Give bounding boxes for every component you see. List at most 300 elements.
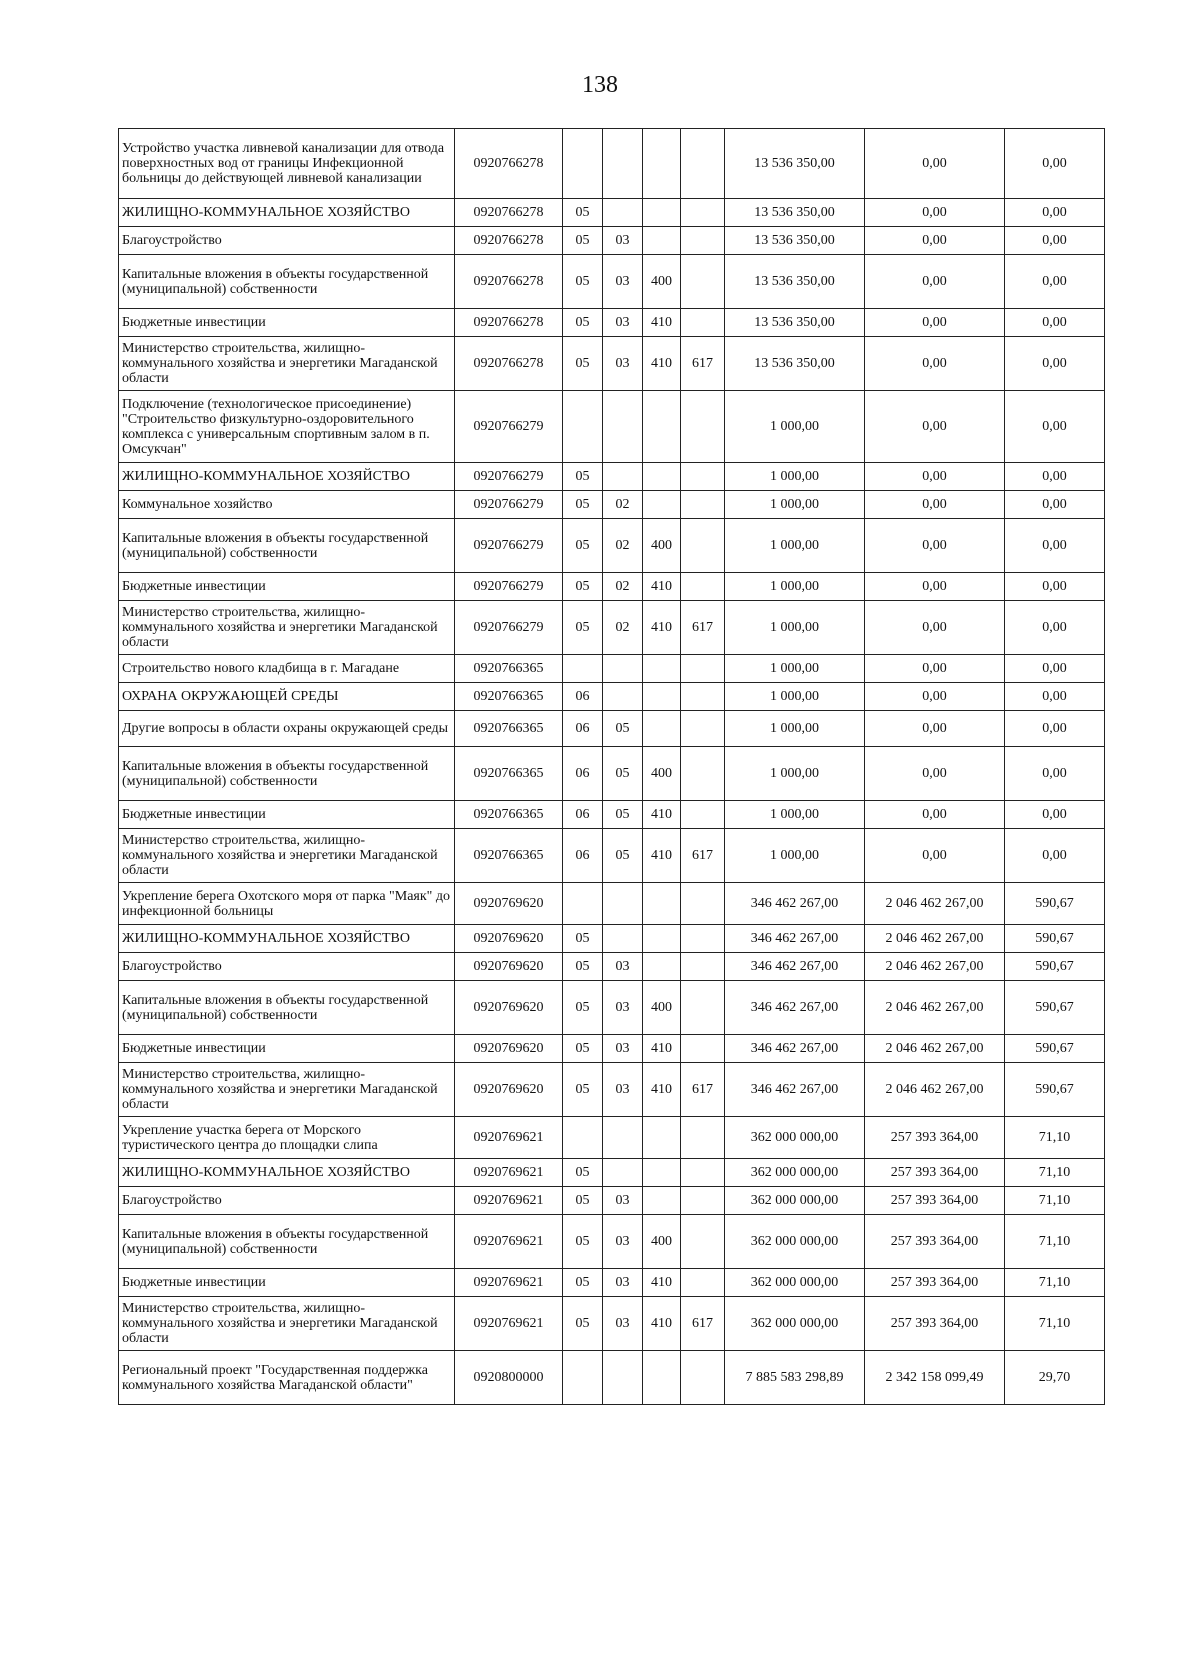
row-code-cell: 0920766278 — [455, 309, 563, 337]
row-expense-type-cell: 410 — [643, 337, 681, 391]
row-subsection-code-cell: 05 — [603, 801, 643, 829]
table-row — [119, 953, 1105, 981]
row-section-code-cell: 06 — [563, 711, 603, 747]
row-code-cell: 0920769621 — [455, 1187, 563, 1215]
row-value-2-cell: 0,00 — [865, 199, 1005, 227]
row-value-1-cell: 7 885 583 298,89 — [725, 1351, 865, 1405]
table-row — [119, 655, 1105, 683]
row-name-cell: Укрепление участка берега от Морского туристического центра до площадки слипа — [119, 1117, 455, 1159]
row-expense-type-cell — [643, 491, 681, 519]
row-name-cell: Капитальные вложения в объекты государственной (муниципальной) собственности — [119, 1215, 455, 1269]
row-percent-cell: 0,00 — [1005, 309, 1105, 337]
row-section-code-cell: 05 — [563, 953, 603, 981]
row-percent-cell: 71,10 — [1005, 1297, 1105, 1351]
row-ministry-code-cell: 617 — [681, 337, 725, 391]
row-name-cell: Бюджетные инвестиции — [119, 801, 455, 829]
row-code-cell: 0920769620 — [455, 883, 563, 925]
row-section-code-cell: 06 — [563, 829, 603, 883]
row-subsection-code-cell: 03 — [603, 309, 643, 337]
row-code-cell: 0920769620 — [455, 1035, 563, 1063]
row-value-2-cell: 2 046 462 267,00 — [865, 925, 1005, 953]
row-subsection-code-cell: 02 — [603, 491, 643, 519]
row-section-code-cell — [563, 1117, 603, 1159]
table-row — [119, 337, 1105, 391]
row-value-1-cell: 13 536 350,00 — [725, 227, 865, 255]
row-expense-type-cell — [643, 463, 681, 491]
row-code-cell: 0920766278 — [455, 199, 563, 227]
table-row — [119, 129, 1105, 199]
table-row — [119, 883, 1105, 925]
row-code-cell: 0920766278 — [455, 129, 563, 199]
row-ministry-code-cell — [681, 573, 725, 601]
row-subsection-code-cell — [603, 463, 643, 491]
row-value-1-cell: 346 462 267,00 — [725, 925, 865, 953]
row-name-cell: ЖИЛИЩНО-КОММУНАЛЬНОЕ ХОЗЯЙСТВО — [119, 925, 455, 953]
row-code-cell: 0920769621 — [455, 1215, 563, 1269]
row-name-cell: Бюджетные инвестиции — [119, 309, 455, 337]
row-section-code-cell: 05 — [563, 1159, 603, 1187]
row-value-2-cell: 257 393 364,00 — [865, 1215, 1005, 1269]
row-name-cell: Укрепление берега Охотского моря от парка "Маяк" до инфекционной больницы — [119, 883, 455, 925]
table-row — [119, 573, 1105, 601]
row-subsection-code-cell — [603, 1117, 643, 1159]
row-value-1-cell: 1 000,00 — [725, 829, 865, 883]
table-row — [119, 1187, 1105, 1215]
row-percent-cell: 0,00 — [1005, 129, 1105, 199]
row-subsection-code-cell: 03 — [603, 1215, 643, 1269]
row-code-cell: 0920766365 — [455, 829, 563, 883]
row-ministry-code-cell — [681, 463, 725, 491]
row-ministry-code-cell: 617 — [681, 829, 725, 883]
row-section-code-cell: 05 — [563, 1297, 603, 1351]
table-row — [119, 463, 1105, 491]
row-name-cell: Министерство строительства, жилищно-коммунального хозяйства и энергетики Магаданской области — [119, 1063, 455, 1117]
row-section-code-cell: 05 — [563, 309, 603, 337]
row-value-2-cell: 2 046 462 267,00 — [865, 981, 1005, 1035]
row-ministry-code-cell — [681, 883, 725, 925]
row-percent-cell: 0,00 — [1005, 255, 1105, 309]
row-value-1-cell: 1 000,00 — [725, 491, 865, 519]
table-row — [119, 1269, 1105, 1297]
row-expense-type-cell — [643, 1351, 681, 1405]
row-value-1-cell: 1 000,00 — [725, 573, 865, 601]
row-percent-cell: 0,00 — [1005, 519, 1105, 573]
row-code-cell: 0920769621 — [455, 1297, 563, 1351]
row-code-cell: 0920766365 — [455, 683, 563, 711]
row-value-1-cell: 1 000,00 — [725, 747, 865, 801]
row-name-cell: Благоустройство — [119, 1187, 455, 1215]
row-name-cell: Благоустройство — [119, 227, 455, 255]
table-row — [119, 519, 1105, 573]
row-subsection-code-cell: 05 — [603, 747, 643, 801]
row-ministry-code-cell — [681, 1035, 725, 1063]
row-value-2-cell: 257 393 364,00 — [865, 1159, 1005, 1187]
row-code-cell: 0920766279 — [455, 391, 563, 463]
row-subsection-code-cell: 03 — [603, 227, 643, 255]
row-value-2-cell: 0,00 — [865, 227, 1005, 255]
row-subsection-code-cell: 03 — [603, 981, 643, 1035]
table-row — [119, 801, 1105, 829]
row-code-cell: 0920766278 — [455, 255, 563, 309]
row-code-cell: 0920766279 — [455, 601, 563, 655]
row-subsection-code-cell — [603, 925, 643, 953]
row-percent-cell: 0,00 — [1005, 747, 1105, 801]
row-value-2-cell: 0,00 — [865, 491, 1005, 519]
row-expense-type-cell: 400 — [643, 255, 681, 309]
row-ministry-code-cell — [681, 801, 725, 829]
row-value-1-cell: 362 000 000,00 — [725, 1215, 865, 1269]
row-subsection-code-cell — [603, 683, 643, 711]
table-row — [119, 309, 1105, 337]
row-code-cell: 0920766279 — [455, 491, 563, 519]
row-ministry-code-cell — [681, 1159, 725, 1187]
row-subsection-code-cell — [603, 199, 643, 227]
row-code-cell: 0920769620 — [455, 953, 563, 981]
row-section-code-cell: 05 — [563, 1215, 603, 1269]
row-ministry-code-cell — [681, 747, 725, 801]
row-value-1-cell: 1 000,00 — [725, 711, 865, 747]
row-expense-type-cell: 410 — [643, 801, 681, 829]
row-ministry-code-cell: 617 — [681, 601, 725, 655]
row-ministry-code-cell — [681, 519, 725, 573]
row-value-1-cell: 1 000,00 — [725, 463, 865, 491]
row-subsection-code-cell — [603, 391, 643, 463]
row-subsection-code-cell: 03 — [603, 255, 643, 309]
row-value-2-cell: 2 046 462 267,00 — [865, 1035, 1005, 1063]
row-ministry-code-cell — [681, 227, 725, 255]
row-code-cell: 0920766278 — [455, 337, 563, 391]
row-value-2-cell: 257 393 364,00 — [865, 1187, 1005, 1215]
row-value-2-cell: 0,00 — [865, 309, 1005, 337]
row-code-cell: 0920769621 — [455, 1269, 563, 1297]
row-code-cell: 0920766278 — [455, 227, 563, 255]
row-value-2-cell: 257 393 364,00 — [865, 1297, 1005, 1351]
row-name-cell: Благоустройство — [119, 953, 455, 981]
row-value-2-cell: 0,00 — [865, 391, 1005, 463]
row-name-cell: Капитальные вложения в объекты государственной (муниципальной) собственности — [119, 981, 455, 1035]
row-expense-type-cell: 410 — [643, 1063, 681, 1117]
row-value-2-cell: 0,00 — [865, 747, 1005, 801]
row-name-cell: Бюджетные инвестиции — [119, 1269, 455, 1297]
row-name-cell: Министерство строительства, жилищно-коммунального хозяйства и энергетики Магаданской области — [119, 601, 455, 655]
row-value-2-cell: 0,00 — [865, 801, 1005, 829]
row-percent-cell: 71,10 — [1005, 1215, 1105, 1269]
row-name-cell: Устройство участка ливневой канализации для отвода поверхностных вод от границы Инфекционной больницы до действующей ливневой канализации — [119, 129, 455, 199]
row-subsection-code-cell: 03 — [603, 337, 643, 391]
row-value-2-cell: 257 393 364,00 — [865, 1269, 1005, 1297]
row-expense-type-cell: 400 — [643, 981, 681, 1035]
row-percent-cell: 0,00 — [1005, 227, 1105, 255]
row-percent-cell: 71,10 — [1005, 1269, 1105, 1297]
row-subsection-code-cell — [603, 129, 643, 199]
row-code-cell: 0920769621 — [455, 1117, 563, 1159]
row-code-cell: 0920766365 — [455, 747, 563, 801]
row-percent-cell: 590,67 — [1005, 981, 1105, 1035]
row-name-cell: Министерство строительства, жилищно-коммунального хозяйства и энергетики Магаданской области — [119, 337, 455, 391]
row-section-code-cell: 05 — [563, 1269, 603, 1297]
row-subsection-code-cell: 03 — [603, 1035, 643, 1063]
row-name-cell: Подключение (технологическое присоединение) "Строительство физкультурно-оздоровительного комплекса с универсальным спортивным залом в п. Омсукчан" — [119, 391, 455, 463]
table-row — [119, 1351, 1105, 1405]
row-code-cell: 0920766279 — [455, 519, 563, 573]
row-name-cell: Бюджетные инвестиции — [119, 573, 455, 601]
row-value-1-cell: 346 462 267,00 — [725, 981, 865, 1035]
row-subsection-code-cell: 05 — [603, 711, 643, 747]
row-section-code-cell: 06 — [563, 747, 603, 801]
row-name-cell: Министерство строительства, жилищно-коммунального хозяйства и энергетики Магаданской области — [119, 1297, 455, 1351]
row-code-cell: 0920800000 — [455, 1351, 563, 1405]
table-row — [119, 227, 1105, 255]
row-ministry-code-cell — [681, 1117, 725, 1159]
row-subsection-code-cell — [603, 883, 643, 925]
row-value-2-cell: 0,00 — [865, 129, 1005, 199]
row-percent-cell: 29,70 — [1005, 1351, 1105, 1405]
row-name-cell: ЖИЛИЩНО-КОММУНАЛЬНОЕ ХОЗЯЙСТВО — [119, 1159, 455, 1187]
table-row — [119, 491, 1105, 519]
row-expense-type-cell: 410 — [643, 1269, 681, 1297]
table-row — [119, 1297, 1105, 1351]
table-row — [119, 683, 1105, 711]
row-value-1-cell: 346 462 267,00 — [725, 883, 865, 925]
row-subsection-code-cell: 03 — [603, 1269, 643, 1297]
row-code-cell: 0920769620 — [455, 925, 563, 953]
row-value-2-cell: 0,00 — [865, 463, 1005, 491]
row-value-1-cell: 13 536 350,00 — [725, 199, 865, 227]
row-expense-type-cell — [643, 1117, 681, 1159]
row-section-code-cell: 05 — [563, 491, 603, 519]
row-ministry-code-cell: 617 — [681, 1297, 725, 1351]
row-ministry-code-cell — [681, 925, 725, 953]
row-value-1-cell: 1 000,00 — [725, 683, 865, 711]
row-expense-type-cell — [643, 683, 681, 711]
row-percent-cell: 590,67 — [1005, 883, 1105, 925]
row-expense-type-cell — [643, 1187, 681, 1215]
row-expense-type-cell: 410 — [643, 309, 681, 337]
row-name-cell: Капитальные вложения в объекты государственной (муниципальной) собственности — [119, 519, 455, 573]
row-code-cell: 0920769620 — [455, 981, 563, 1035]
row-ministry-code-cell: 617 — [681, 1063, 725, 1117]
row-expense-type-cell — [643, 711, 681, 747]
row-percent-cell: 0,00 — [1005, 463, 1105, 491]
row-subsection-code-cell: 02 — [603, 519, 643, 573]
row-value-2-cell: 0,00 — [865, 711, 1005, 747]
table-row — [119, 199, 1105, 227]
table-row — [119, 1159, 1105, 1187]
table-row — [119, 711, 1105, 747]
row-percent-cell: 0,00 — [1005, 711, 1105, 747]
row-value-1-cell: 346 462 267,00 — [725, 1063, 865, 1117]
row-subsection-code-cell: 02 — [603, 601, 643, 655]
row-expense-type-cell — [643, 129, 681, 199]
row-ministry-code-cell — [681, 491, 725, 519]
row-percent-cell: 0,00 — [1005, 573, 1105, 601]
row-name-cell: Региональный проект "Государственная поддержка коммунального хозяйства Магаданской области" — [119, 1351, 455, 1405]
row-expense-type-cell: 410 — [643, 1297, 681, 1351]
row-code-cell: 0920769621 — [455, 1159, 563, 1187]
row-percent-cell: 0,00 — [1005, 655, 1105, 683]
row-value-2-cell: 0,00 — [865, 829, 1005, 883]
row-percent-cell: 0,00 — [1005, 337, 1105, 391]
row-ministry-code-cell — [681, 953, 725, 981]
row-section-code-cell: 05 — [563, 981, 603, 1035]
row-name-cell: Капитальные вложения в объекты государственной (муниципальной) собственности — [119, 747, 455, 801]
row-percent-cell: 0,00 — [1005, 829, 1105, 883]
row-name-cell: ЖИЛИЩНО-КОММУНАЛЬНОЕ ХОЗЯЙСТВО — [119, 463, 455, 491]
row-value-2-cell: 2 046 462 267,00 — [865, 953, 1005, 981]
row-expense-type-cell — [643, 227, 681, 255]
row-code-cell: 0920766279 — [455, 573, 563, 601]
table-row — [119, 1063, 1105, 1117]
row-value-1-cell: 362 000 000,00 — [725, 1297, 865, 1351]
row-name-cell: ЖИЛИЩНО-КОММУНАЛЬНОЕ ХОЗЯЙСТВО — [119, 199, 455, 227]
table-row — [119, 1035, 1105, 1063]
row-expense-type-cell: 410 — [643, 601, 681, 655]
row-name-cell: Другие вопросы в области охраны окружающей среды — [119, 711, 455, 747]
table-row — [119, 391, 1105, 463]
row-value-2-cell: 0,00 — [865, 337, 1005, 391]
row-expense-type-cell: 400 — [643, 747, 681, 801]
row-section-code-cell — [563, 129, 603, 199]
row-section-code-cell: 05 — [563, 1187, 603, 1215]
row-section-code-cell: 05 — [563, 463, 603, 491]
row-value-2-cell: 0,00 — [865, 255, 1005, 309]
row-expense-type-cell — [643, 391, 681, 463]
row-ministry-code-cell — [681, 655, 725, 683]
row-expense-type-cell: 410 — [643, 573, 681, 601]
row-code-cell: 0920766365 — [455, 655, 563, 683]
row-percent-cell: 590,67 — [1005, 1035, 1105, 1063]
row-value-1-cell: 13 536 350,00 — [725, 337, 865, 391]
row-section-code-cell — [563, 883, 603, 925]
row-subsection-code-cell: 03 — [603, 953, 643, 981]
row-value-1-cell: 13 536 350,00 — [725, 129, 865, 199]
row-value-2-cell: 0,00 — [865, 519, 1005, 573]
row-ministry-code-cell — [681, 683, 725, 711]
row-subsection-code-cell: 03 — [603, 1187, 643, 1215]
row-code-cell: 0920766365 — [455, 801, 563, 829]
row-section-code-cell: 05 — [563, 925, 603, 953]
row-section-code-cell: 05 — [563, 519, 603, 573]
page-number: 138 — [582, 72, 618, 98]
row-section-code-cell: 05 — [563, 1035, 603, 1063]
row-expense-type-cell — [643, 925, 681, 953]
table-row — [119, 255, 1105, 309]
row-value-1-cell: 362 000 000,00 — [725, 1159, 865, 1187]
table-row — [119, 1117, 1105, 1159]
row-section-code-cell: 05 — [563, 1063, 603, 1117]
row-expense-type-cell: 400 — [643, 1215, 681, 1269]
row-percent-cell: 0,00 — [1005, 391, 1105, 463]
row-percent-cell: 0,00 — [1005, 601, 1105, 655]
row-expense-type-cell — [643, 883, 681, 925]
row-value-1-cell: 346 462 267,00 — [725, 1035, 865, 1063]
row-percent-cell: 71,10 — [1005, 1159, 1105, 1187]
row-value-2-cell: 0,00 — [865, 683, 1005, 711]
row-expense-type-cell — [643, 1159, 681, 1187]
row-value-1-cell: 1 000,00 — [725, 601, 865, 655]
row-section-code-cell: 05 — [563, 255, 603, 309]
row-percent-cell: 590,67 — [1005, 1063, 1105, 1117]
row-subsection-code-cell — [603, 1351, 643, 1405]
row-subsection-code-cell — [603, 1159, 643, 1187]
row-section-code-cell: 05 — [563, 227, 603, 255]
table-row — [119, 601, 1105, 655]
row-expense-type-cell — [643, 199, 681, 227]
row-ministry-code-cell — [681, 1269, 725, 1297]
row-percent-cell: 0,00 — [1005, 199, 1105, 227]
row-percent-cell: 71,10 — [1005, 1187, 1105, 1215]
row-value-2-cell: 2 046 462 267,00 — [865, 1063, 1005, 1117]
row-value-2-cell: 0,00 — [865, 573, 1005, 601]
row-ministry-code-cell — [681, 711, 725, 747]
row-expense-type-cell: 400 — [643, 519, 681, 573]
table-row — [119, 981, 1105, 1035]
row-section-code-cell: 06 — [563, 683, 603, 711]
row-value-2-cell: 2 046 462 267,00 — [865, 883, 1005, 925]
table-row — [119, 829, 1105, 883]
row-value-1-cell: 1 000,00 — [725, 655, 865, 683]
row-percent-cell: 0,00 — [1005, 683, 1105, 711]
row-subsection-code-cell: 02 — [603, 573, 643, 601]
row-ministry-code-cell — [681, 1215, 725, 1269]
row-ministry-code-cell — [681, 255, 725, 309]
row-ministry-code-cell — [681, 1187, 725, 1215]
row-value-2-cell: 0,00 — [865, 655, 1005, 683]
row-ministry-code-cell — [681, 1351, 725, 1405]
row-code-cell: 0920769620 — [455, 1063, 563, 1117]
row-value-1-cell: 362 000 000,00 — [725, 1269, 865, 1297]
row-value-2-cell: 2 342 158 099,49 — [865, 1351, 1005, 1405]
table-row — [119, 747, 1105, 801]
row-section-code-cell — [563, 1351, 603, 1405]
row-percent-cell: 0,00 — [1005, 491, 1105, 519]
row-ministry-code-cell — [681, 199, 725, 227]
row-value-1-cell: 1 000,00 — [725, 519, 865, 573]
row-subsection-code-cell: 03 — [603, 1297, 643, 1351]
row-section-code-cell: 06 — [563, 801, 603, 829]
row-section-code-cell: 05 — [563, 573, 603, 601]
row-name-cell: ОХРАНА ОКРУЖАЮЩЕЙ СРЕДЫ — [119, 683, 455, 711]
row-percent-cell: 590,67 — [1005, 925, 1105, 953]
row-value-1-cell: 362 000 000,00 — [725, 1117, 865, 1159]
row-value-1-cell: 1 000,00 — [725, 391, 865, 463]
row-percent-cell: 0,00 — [1005, 801, 1105, 829]
row-section-code-cell — [563, 391, 603, 463]
row-ministry-code-cell — [681, 391, 725, 463]
row-percent-cell: 590,67 — [1005, 953, 1105, 981]
row-value-1-cell: 13 536 350,00 — [725, 255, 865, 309]
table-row — [119, 925, 1105, 953]
row-ministry-code-cell — [681, 981, 725, 1035]
row-expense-type-cell — [643, 655, 681, 683]
budget-table — [118, 128, 1105, 1405]
row-section-code-cell — [563, 655, 603, 683]
row-name-cell: Бюджетные инвестиции — [119, 1035, 455, 1063]
row-expense-type-cell — [643, 953, 681, 981]
row-section-code-cell: 05 — [563, 337, 603, 391]
row-expense-type-cell: 410 — [643, 829, 681, 883]
row-subsection-code-cell: 05 — [603, 829, 643, 883]
row-value-1-cell: 362 000 000,00 — [725, 1187, 865, 1215]
row-ministry-code-cell — [681, 309, 725, 337]
row-percent-cell: 71,10 — [1005, 1117, 1105, 1159]
row-expense-type-cell: 410 — [643, 1035, 681, 1063]
row-name-cell: Министерство строительства, жилищно-коммунального хозяйства и энергетики Магаданской области — [119, 829, 455, 883]
row-value-2-cell: 0,00 — [865, 601, 1005, 655]
row-value-1-cell: 13 536 350,00 — [725, 309, 865, 337]
row-section-code-cell: 05 — [563, 601, 603, 655]
row-name-cell: Коммунальное хозяйство — [119, 491, 455, 519]
